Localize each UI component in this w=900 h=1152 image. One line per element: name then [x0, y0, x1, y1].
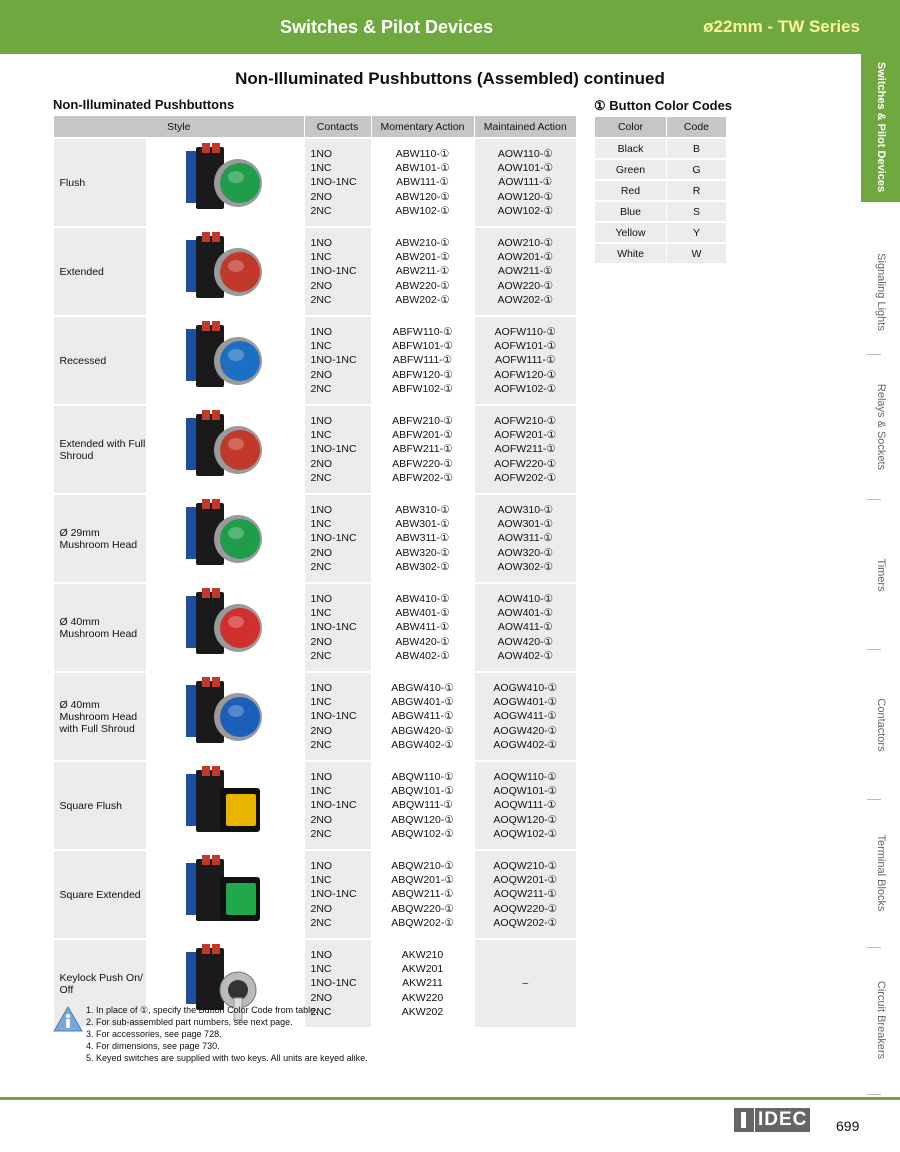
maintained-cell-line: AOQW220-①: [493, 902, 558, 915]
contacts-cell-line: 2NO: [310, 368, 333, 381]
maintained-cell: [474, 138, 576, 227]
maintained-cell-line: AOFW111-①: [495, 354, 556, 367]
momentary-cell-line: ABW411-①: [395, 621, 450, 634]
section-sidebar: [861, 52, 900, 1092]
maintained-cell-line: AOW301-①: [497, 518, 553, 531]
color-code-color: Yellow: [595, 222, 667, 243]
contacts-cell-line: 1NO: [310, 948, 333, 961]
maintained-cell-line: AOW101-①: [497, 162, 553, 175]
page-title: Non-Illuminated Pushbuttons (Assembled) continued: [235, 69, 665, 88]
maintained-cell-line: AOW402-①: [497, 649, 553, 662]
sidebar-tab[interactable]: [861, 357, 900, 497]
color-code-row: [595, 201, 727, 222]
contacts-cell-line: 2NC: [310, 738, 332, 751]
maintained-cell-line: AOQW211-①: [493, 888, 557, 901]
maintained-cell-line: AOQW102-①: [493, 827, 558, 840]
momentary-cell-line: AKW210: [401, 948, 444, 961]
maintained-cell-line: AOGW401-①: [493, 696, 558, 709]
color-code-color: Blue: [595, 201, 667, 222]
table-row: [54, 761, 577, 850]
maintained-cell-line: AOW320-①: [497, 546, 553, 559]
momentary-cell-line: AKW211: [402, 977, 443, 990]
contacts-cell-line: 1NO: [310, 503, 333, 516]
contacts-cell: [304, 405, 371, 494]
contacts-cell: [304, 583, 371, 672]
footnote: 4. For dimensions, see page 730.: [86, 1041, 220, 1051]
contacts-cell-line: 1NO: [310, 325, 333, 338]
pushbutton-illustration: [146, 673, 304, 757]
logo-text: IDEC: [755, 1108, 810, 1132]
contacts-cell-line: 1NO-1NC: [310, 799, 357, 812]
contacts-cell: [304, 494, 371, 583]
contacts-cell-line: 1NO: [310, 592, 333, 605]
momentary-cell-line: ABQW211-①: [391, 888, 454, 901]
contacts-cell-line: 1NO-1NC: [310, 265, 357, 278]
contacts-cell-line: 1NC: [310, 162, 332, 175]
contacts-cell-line: 1NC: [310, 251, 332, 264]
color-code-color: White: [595, 243, 667, 263]
maintained-cell-line: AOFW220-①: [494, 457, 557, 470]
color-code-row: [595, 180, 727, 201]
table-row: [54, 494, 577, 583]
sidebar-tab-label: Circuit Breakers: [874, 980, 887, 1059]
momentary-cell: [371, 227, 474, 316]
color-codes-table: [594, 117, 726, 263]
pushbutton-illustration: [146, 317, 304, 401]
header-maintained: Maintained Action: [474, 116, 576, 138]
header-bar: [0, 0, 900, 54]
style-cell: Flush: [54, 138, 146, 227]
color-code-code: Y: [666, 222, 726, 243]
momentary-cell-line: ABW211-①: [395, 265, 450, 278]
color-code-row: [595, 138, 727, 159]
maintained-cell-line: AOW111-①: [498, 176, 553, 189]
contacts-cell-line: 2NC: [310, 382, 332, 395]
contacts-cell-line: 2NC: [310, 293, 332, 306]
contacts-cell-line: 1NO: [310, 859, 333, 872]
momentary-cell-line: ABW302-①: [395, 560, 450, 573]
momentary-cell-line: AKW220: [401, 991, 444, 1004]
momentary-cell-line: ABW301-①: [395, 518, 450, 531]
color-code-color: Green: [595, 159, 667, 180]
cc-header-color: Color: [595, 117, 667, 138]
product-image: [146, 227, 305, 316]
table-title: Non-Illuminated Pushbuttons: [53, 97, 235, 112]
maintained-cell-line: AOW411-①: [497, 621, 553, 634]
contacts-cell-line: 1NC: [310, 696, 332, 709]
maintained-cell-line: AOW120-①: [497, 190, 553, 203]
maintained-cell-line: AOGW420-①: [493, 724, 558, 737]
color-code-color: Black: [595, 138, 667, 159]
momentary-cell-line: ABW201-①: [395, 251, 450, 264]
momentary-cell-line: ABW401-①: [395, 607, 450, 620]
momentary-cell-line: ABQW210-①: [391, 859, 454, 872]
momentary-cell-line: ABGW410-①: [391, 681, 454, 694]
maintained-cell-line: AOQW201-①: [493, 874, 558, 887]
contacts-cell-line: 2NO: [310, 457, 333, 470]
table-row: [54, 583, 577, 672]
momentary-cell-line: ABQW111-①: [392, 799, 453, 812]
sidebar-tab-label: Contactors: [874, 697, 887, 752]
momentary-cell-line: ABQW110-①: [391, 770, 454, 783]
maintained-cell-line: AOFW211-①: [494, 443, 556, 456]
momentary-cell-line: ABFW201-①: [392, 429, 453, 442]
maintained-cell-line: AOQW202-①: [493, 916, 558, 929]
maintained-cell-line: AOW110-①: [497, 147, 553, 160]
momentary-cell-line: ABGW411-①: [391, 710, 454, 723]
pushbutton-illustration: [146, 139, 304, 223]
sidebar-divider: [867, 649, 881, 650]
contacts-cell-line: 2NO: [310, 635, 333, 648]
maintained-cell-line: AOW302-①: [497, 560, 553, 573]
maintained-cell-line: AOFW202-①: [494, 471, 557, 484]
maintained-cell-line: AOW220-①: [497, 279, 553, 292]
contacts-cell-line: 2NC: [310, 560, 332, 573]
momentary-cell-line: ABW310-①: [395, 503, 450, 516]
momentary-cell-line: ABQW201-①: [391, 874, 454, 887]
contacts-cell-line: 2NC: [310, 649, 332, 662]
maintained-cell: [474, 227, 576, 316]
color-code-code: R: [666, 180, 726, 201]
pushbutton-illustration: [146, 495, 304, 579]
contacts-cell-line: 1NO: [310, 414, 333, 427]
contacts-cell-line: 2NO: [310, 813, 333, 826]
momentary-cell-line: ABW311-①: [395, 532, 450, 545]
header-title: Switches & Pilot Devices: [280, 17, 494, 37]
maintained-cell-line: AOQW110-①: [493, 770, 557, 783]
contacts-cell: [304, 138, 371, 227]
cc-header-code: Code: [666, 117, 726, 138]
maintained-cell: [474, 316, 576, 405]
maintained-cell-line: AOFW120-①: [494, 368, 557, 381]
style-cell: Square Extended: [54, 850, 146, 939]
contacts-cell: [304, 316, 371, 405]
contacts-cell-line: 1NC: [310, 607, 332, 620]
momentary-cell-line: ABW202-①: [395, 293, 450, 306]
sidebar-tab[interactable]: [861, 652, 900, 797]
sidebar-tab[interactable]: [861, 800, 900, 945]
style-cell: Recessed: [54, 316, 146, 405]
table-row: [54, 405, 577, 494]
maintained-cell-line: AOQW101-①: [493, 785, 558, 798]
product-image: [146, 672, 305, 761]
maintained-cell-line: AOFW201-①: [494, 429, 557, 442]
table-row: [54, 138, 577, 227]
maintained-cell-line: AOGW411-①: [493, 710, 557, 723]
momentary-cell-line: ABW420-①: [395, 635, 450, 648]
contacts-cell-line: 1NC: [310, 785, 332, 798]
maintained-cell: [474, 672, 576, 761]
maintained-cell-line: AOW102-①: [497, 204, 553, 217]
momentary-cell-line: ABQW102-①: [391, 827, 454, 840]
contacts-cell-line: 1NO-1NC: [310, 977, 357, 990]
sidebar-tab-label: Timers: [874, 557, 887, 592]
color-code-code: G: [666, 159, 726, 180]
sidebar-tab[interactable]: [861, 502, 900, 647]
product-image: [146, 761, 305, 850]
momentary-cell-line: ABGW402-①: [391, 738, 454, 751]
contacts-cell-line: 1NC: [310, 963, 332, 976]
maintained-cell-line: AOQW210-①: [493, 859, 558, 872]
momentary-cell-line: AKW202: [401, 1005, 444, 1018]
maintained-cell-line: AOQW111-①: [494, 799, 557, 812]
table-row: [54, 227, 577, 316]
footer-rule: [0, 1097, 900, 1100]
contacts-cell-line: 1NO: [310, 681, 333, 694]
momentary-cell-line: ABGW420-①: [391, 724, 454, 737]
contacts-cell-line: 1NO-1NC: [310, 532, 357, 545]
contacts-cell-line: 1NO-1NC: [310, 888, 357, 901]
contacts-cell-line: 2NO: [310, 546, 333, 559]
momentary-cell-line: ABQW202-①: [391, 916, 454, 929]
maintained-cell-line: AOQW120-①: [493, 813, 558, 826]
sidebar-tab-label: Relays & Sockets: [874, 383, 887, 471]
momentary-cell-line: ABQW101-①: [391, 785, 454, 798]
momentary-cell-line: ABW320-①: [395, 546, 450, 559]
contacts-cell-line: 2NO: [310, 902, 333, 915]
sidebar-tab-label: Switches & Pilot Devices: [874, 61, 887, 193]
contacts-cell-line: 2NO: [310, 991, 333, 1004]
info-icon: [53, 1006, 83, 1032]
product-image: [146, 138, 305, 227]
footnotes: [86, 1004, 368, 1064]
sidebar-tab-label: Signaling Lights: [874, 253, 887, 331]
color-code-row: [595, 159, 727, 180]
contacts-cell: [304, 227, 371, 316]
table-row: [54, 316, 577, 405]
contacts-cell-line: 2NO: [310, 190, 333, 203]
table-row: [54, 850, 577, 939]
pushbutton-illustration: [146, 228, 304, 312]
product-image: [146, 850, 305, 939]
momentary-cell-line: ABFW202-①: [392, 471, 453, 484]
contacts-cell-line: 2NC: [310, 827, 332, 840]
contacts-cell: [304, 672, 371, 761]
contacts-cell-line: 2NC: [310, 471, 332, 484]
momentary-cell-line: AKW201: [401, 963, 444, 976]
maintained-cell: [474, 405, 576, 494]
maintained-cell: [474, 761, 576, 850]
footnote: 2. For sub-assembled part numbers, see next page.: [86, 1017, 293, 1027]
momentary-cell: [371, 850, 474, 939]
momentary-cell-line: ABW220-①: [395, 279, 450, 292]
pushbutton-illustration: [146, 851, 304, 935]
sidebar-divider: [867, 1094, 881, 1095]
color-code-code: W: [666, 243, 726, 263]
style-cell: Ø 40mm Mushroom Head with Full Shroud: [54, 672, 146, 761]
maintained-cell-line: AOFW210-①: [494, 414, 557, 427]
style-cell: Keylock Push On/ Off: [54, 939, 146, 1027]
momentary-cell-line: ABQW220-①: [391, 902, 454, 915]
maintained-cell-line: AOW310-①: [497, 503, 553, 516]
maintained-cell-line: AOFW102-①: [494, 382, 557, 395]
momentary-cell-line: ABW120-①: [395, 190, 450, 203]
contacts-cell-line: 1NO-1NC: [310, 443, 357, 456]
contacts-cell: [304, 761, 371, 850]
contacts-cell-line: 1NC: [310, 518, 332, 531]
style-cell: Ø 29mm Mushroom Head: [54, 494, 146, 583]
maintained-cell: [474, 850, 576, 939]
contacts-cell-line: 1NO: [310, 147, 333, 160]
sidebar-tab[interactable]: [861, 232, 900, 352]
momentary-cell-line: ABGW401-①: [391, 696, 454, 709]
contacts-cell-line: 1NO-1NC: [310, 710, 357, 723]
color-code-color: Red: [595, 180, 667, 201]
header-series: ø22mm - TW Series: [703, 17, 860, 36]
footnote: 1. In place of ①, specify the Button Color Code from table.: [86, 1005, 318, 1015]
maintained-cell-line: AOGW402-①: [493, 738, 558, 751]
color-code-row: [595, 222, 727, 243]
momentary-cell: [371, 494, 474, 583]
contacts-cell-line: 2NO: [310, 279, 333, 292]
momentary-cell-line: ABW210-①: [395, 236, 450, 249]
momentary-cell: [371, 761, 474, 850]
sidebar-tab-label: Terminal Blocks: [874, 833, 887, 912]
momentary-cell: [371, 939, 474, 1027]
contacts-cell-line: 1NC: [310, 429, 332, 442]
momentary-cell-line: ABW102-①: [395, 204, 450, 217]
momentary-cell: [371, 138, 474, 227]
style-cell: Extended with Full Shroud: [54, 405, 146, 494]
maintained-cell-line: AOFW110-①: [494, 325, 556, 338]
contacts-cell-line: 2NC: [310, 204, 332, 217]
momentary-cell-line: ABFW111-①: [392, 354, 453, 367]
color-code-row: [595, 243, 727, 263]
maintained-cell-line: AOW211-①: [497, 265, 553, 278]
momentary-cell: [371, 405, 474, 494]
header-style: Style: [54, 116, 305, 138]
color-codes-title: ① Button Color Codes: [594, 98, 733, 113]
maintained-cell: [474, 939, 576, 1027]
maintained-cell-line: AOW410-①: [497, 592, 553, 605]
maintained-cell-line: AOW420-①: [497, 635, 553, 648]
maintained-cell-line: AOGW410-①: [493, 681, 558, 694]
contacts-cell-line: 1NO-1NC: [310, 176, 357, 189]
maintained-cell-line: AOW401-①: [497, 607, 553, 620]
product-image: [146, 494, 305, 583]
maintained-cell-line: –: [522, 977, 529, 990]
maintained-cell-line: AOW210-①: [497, 236, 553, 249]
momentary-cell-line: ABW110-①: [395, 147, 450, 160]
contacts-cell-line: 2NO: [310, 724, 333, 737]
header-contacts: Contacts: [304, 116, 371, 138]
maintained-cell: [474, 494, 576, 583]
maintained-cell-line: AOW201-①: [497, 251, 553, 264]
momentary-cell: [371, 672, 474, 761]
contacts-cell-line: 2NC: [310, 916, 332, 929]
momentary-cell-line: ABFW102-①: [392, 382, 453, 395]
momentary-cell-line: ABW402-①: [395, 649, 450, 662]
product-image: [146, 316, 305, 405]
contacts-cell-line: 2NC: [310, 1005, 332, 1018]
pushbutton-illustration: [146, 762, 304, 846]
momentary-cell-line: ABW101-①: [395, 162, 450, 175]
style-cell: Extended: [54, 227, 146, 316]
footnote: 5. Keyed switches are supplied with two keys. All units are keyed alike.: [86, 1053, 368, 1063]
footnote: 3. For accessories, see page 728.: [86, 1029, 222, 1039]
momentary-cell-line: ABFW211-①: [392, 443, 453, 456]
style-cell: Square Flush: [54, 761, 146, 850]
contacts-cell-line: 1NO: [310, 770, 333, 783]
momentary-cell-line: ABFW110-①: [392, 325, 453, 338]
contacts-cell-line: 1NC: [310, 340, 332, 353]
momentary-cell-line: ABFW101-①: [392, 340, 453, 353]
pushbutton-table: [53, 116, 576, 1027]
table-row: [54, 672, 577, 761]
maintained-cell: [474, 583, 576, 672]
momentary-cell-line: ABQW120-①: [391, 813, 454, 826]
momentary-cell-line: ABW410-①: [395, 592, 450, 605]
momentary-cell-line: ABFW220-①: [392, 457, 453, 470]
momentary-cell: [371, 316, 474, 405]
momentary-cell-line: ABW111-①: [396, 176, 449, 189]
page-number: 699: [836, 1118, 860, 1134]
momentary-cell: [371, 583, 474, 672]
maintained-cell-line: AOFW101-①: [494, 340, 557, 353]
style-cell: Ø 40mm Mushroom Head: [54, 583, 146, 672]
sidebar-tab[interactable]: [861, 52, 900, 202]
maintained-cell-line: AOW311-①: [497, 532, 553, 545]
product-image: [146, 405, 305, 494]
sidebar-divider: [867, 354, 881, 355]
contacts-cell: [304, 850, 371, 939]
momentary-cell-line: ABFW120-①: [392, 368, 453, 381]
contacts-cell-line: 1NO: [310, 236, 333, 249]
pushbutton-illustration: [146, 406, 304, 490]
momentary-cell-line: ABFW210-①: [392, 414, 453, 427]
product-image: [146, 583, 305, 672]
color-code-code: S: [666, 201, 726, 222]
idec-logo: [734, 1108, 810, 1132]
contacts-cell-line: 1NO-1NC: [310, 621, 357, 634]
sidebar-divider: [867, 499, 881, 500]
color-code-code: B: [666, 138, 726, 159]
header-momentary: Momentary Action: [371, 116, 474, 138]
pushbutton-illustration: [146, 584, 304, 668]
contacts-cell-line: 1NO-1NC: [310, 354, 357, 367]
maintained-cell-line: AOW202-①: [497, 293, 553, 306]
contacts-cell-line: 1NC: [310, 874, 332, 887]
sidebar-tab[interactable]: [861, 947, 900, 1092]
